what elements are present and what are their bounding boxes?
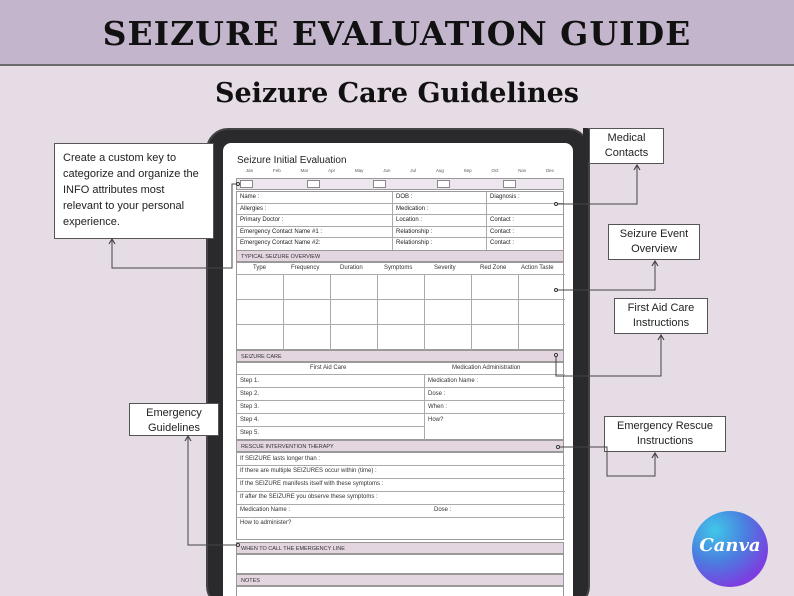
allergies-label: Allergies :	[240, 205, 267, 212]
col-first-aid: First Aid Care	[310, 365, 347, 371]
step-3: Step 3.	[240, 404, 260, 410]
patient-info-grid	[236, 191, 564, 251]
col-action-taste: Action Taste	[521, 265, 554, 271]
month-key-box[interactable]	[503, 180, 516, 188]
table-rule	[237, 374, 565, 375]
month-label: Nov	[518, 168, 527, 173]
when-label: When :	[428, 404, 448, 410]
page-title: SEIZURE EVALUATION GUIDE	[102, 14, 692, 53]
connector-dot	[236, 543, 240, 547]
month-key-box[interactable]	[437, 180, 450, 188]
med-name-label: Medication Name :	[428, 378, 479, 384]
month-label: Jan	[245, 168, 254, 173]
canva-logo	[692, 511, 768, 587]
rescue-table	[236, 452, 564, 540]
table-rule	[237, 274, 565, 275]
arrow-head	[185, 436, 191, 441]
section-seizure-care: SEIZURE CARE	[236, 350, 564, 362]
section-typical-overview: TYPICAL SEIZURE OVERVIEW	[236, 250, 564, 262]
primary-doctor-label: Primary Doctor :	[240, 217, 284, 223]
month-header	[236, 168, 564, 178]
col-severity: Severity	[434, 265, 456, 271]
medication-label: Medication :	[396, 205, 429, 212]
month-label: Oct	[491, 168, 499, 173]
emergency-line-box	[236, 554, 564, 574]
rescue-line: If the SEIZURE manifests itself with these symptoms :	[240, 481, 384, 487]
rescue-line: If after the SEIZURE you observe these symptoms :	[240, 494, 378, 500]
form-title: Seizure Initial Evaluation	[237, 155, 347, 166]
tablet-screen	[223, 143, 573, 596]
table-rule	[237, 491, 565, 492]
table-rule	[237, 426, 424, 427]
info-row	[237, 227, 563, 239]
table-rule	[237, 478, 565, 479]
name-label: Name :	[240, 194, 260, 200]
contact-label: Contact :	[490, 228, 515, 235]
month-key-row	[236, 178, 564, 190]
connector-dot	[554, 202, 558, 206]
section-rescue-therapy: RESCUE INTERVENTION THERAPY	[236, 440, 564, 452]
table-rule	[518, 274, 519, 350]
relationship-label: Relationship :	[396, 228, 433, 235]
step-4: Step 4.	[240, 417, 260, 423]
callout-custom-key: Create a custom key to categorize and organize the INFO attributes most relevant to your personal experience.	[54, 143, 214, 239]
grid-divider	[392, 192, 393, 250]
connector-dot	[556, 445, 560, 449]
step-2: Step 2.	[240, 391, 260, 397]
col-symptoms: Symptoms	[384, 265, 413, 271]
step-1: Step 1.	[240, 378, 260, 384]
arrow-head	[109, 239, 115, 244]
notes-box	[236, 586, 564, 596]
table-rule	[424, 274, 425, 350]
callout-first-aid: First Aid Care Instructions	[614, 298, 708, 334]
month-key-box[interactable]	[373, 180, 386, 188]
col-red-zone: Red Zone	[480, 265, 507, 271]
rescue-line: If there are multiple SEIZURES occur within (time) :	[240, 468, 377, 474]
callout-medical-contacts: Medical Contacts	[589, 128, 664, 164]
relationship-label: Relationship :	[396, 240, 433, 246]
month-key-box[interactable]	[240, 180, 253, 188]
page-subtitle: Seizure Care Guidelines	[214, 78, 579, 109]
info-row	[237, 215, 563, 227]
connector-dot	[554, 353, 558, 357]
arrow-head	[634, 165, 640, 170]
table-rule	[237, 517, 565, 518]
table-rule	[377, 274, 378, 350]
month-label: Dec	[546, 168, 555, 173]
table-rule	[237, 504, 565, 505]
month-label: Feb	[272, 168, 281, 173]
title-banner	[0, 0, 794, 66]
table-rule	[471, 274, 472, 350]
month-label: Jul	[410, 168, 417, 173]
month-label: Apr	[328, 168, 336, 173]
table-rule	[237, 387, 565, 388]
section-notes: NOTES	[236, 574, 564, 586]
table-rule	[237, 465, 565, 466]
table-rule	[237, 413, 565, 414]
step-5: Step 5.	[240, 430, 260, 436]
info-row	[237, 204, 563, 216]
dob-label: DOB :	[396, 194, 413, 200]
connector-dot	[554, 288, 558, 292]
callout-seizure-event: Seizure Event Overview	[608, 224, 700, 260]
info-row	[237, 238, 563, 250]
contact-label: Contact :	[490, 240, 515, 246]
contact-label: Contact :	[490, 217, 515, 223]
table-rule	[424, 374, 425, 440]
connector-dot	[236, 182, 240, 186]
month-key-box[interactable]	[307, 180, 320, 188]
table-rule	[237, 324, 565, 325]
info-row	[237, 192, 563, 204]
table-rule	[237, 299, 565, 300]
col-duration: Duration	[340, 265, 363, 271]
canva-logo-text: Canva	[699, 535, 761, 556]
how-label: How?	[428, 417, 444, 423]
location-label: Location :	[396, 217, 423, 223]
seizure-care-table	[236, 362, 564, 440]
col-frequency: Frequency	[291, 265, 320, 271]
diagnosis-label: Diagnosis :	[490, 194, 520, 200]
table-rule	[330, 274, 331, 350]
month-label: Mar	[300, 168, 309, 173]
overview-table	[236, 262, 564, 350]
month-label: Aug	[435, 168, 444, 173]
arrow-head	[658, 335, 664, 340]
arrow-head	[652, 261, 658, 266]
grid-divider	[486, 192, 487, 250]
arrow-head	[652, 453, 658, 458]
rescue-how: How to administer?	[240, 520, 292, 526]
rescue-line: If SEIZURE lasts longer than :	[240, 456, 321, 462]
table-rule	[283, 274, 284, 350]
rescue-med-name: Medication Name :	[240, 507, 291, 513]
col-medication-admin: Medication Administration	[452, 365, 521, 371]
table-rule	[237, 400, 565, 401]
month-label: Jun	[383, 168, 391, 173]
month-label: Sep	[463, 168, 472, 173]
emergency-contact-2-label: Emergency Contact Name #2:	[240, 240, 321, 246]
month-label: May	[354, 168, 364, 173]
emergency-contact-1-label: Emergency Contact Name #1 :	[240, 228, 323, 235]
col-type: Type	[253, 265, 267, 271]
callout-emergency-guidelines: Emergency Guidelines	[129, 403, 219, 436]
section-emergency-line: WHEN TO CALL THE EMERGENCY LINE	[236, 542, 564, 554]
dose-label: Dose :	[428, 391, 446, 397]
rescue-dose: Dose :	[434, 507, 452, 513]
callout-rescue-instructions: Emergency Rescue Instructions	[604, 416, 726, 452]
